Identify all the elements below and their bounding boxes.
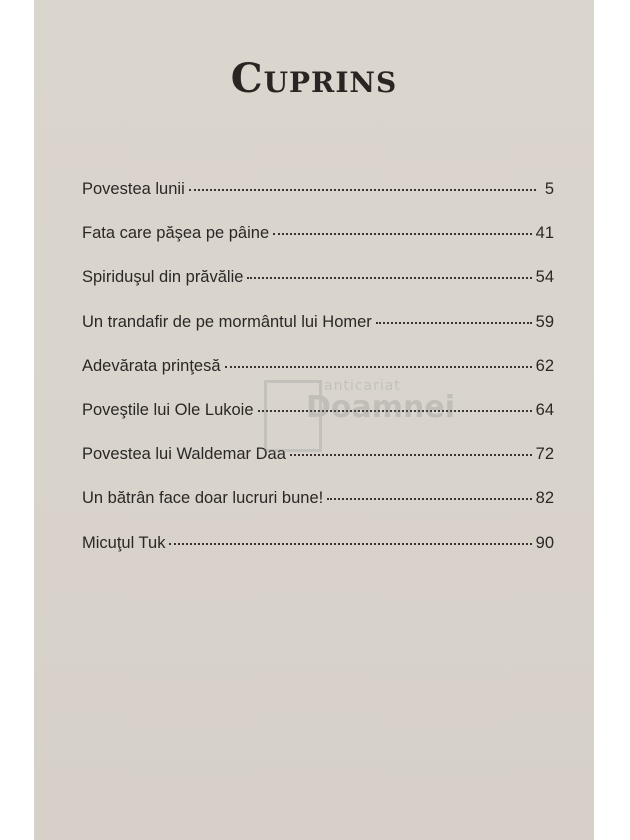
toc-entry-title: Povestea lui Waldemar Daa	[82, 445, 286, 464]
dot-leader	[189, 189, 536, 191]
dot-leader	[169, 543, 531, 545]
toc-entry-page: 59	[535, 312, 554, 331]
table-of-contents	[82, 180, 554, 578]
dot-leader	[258, 410, 532, 412]
toc-entry	[82, 445, 554, 489]
page-title: Cuprins	[230, 55, 398, 102]
toc-entry-title: Fata care păşea pe pâine	[82, 224, 270, 243]
toc-entry-title: Un trandafir de pe mormântul lui Homer	[82, 312, 372, 331]
dot-leader	[247, 277, 531, 279]
book-page	[34, 0, 594, 840]
toc-entry-title: Adevărata prinţesă	[82, 356, 221, 375]
toc-entry	[82, 357, 554, 401]
toc-entry-page: 82	[535, 489, 554, 508]
dot-leader	[273, 233, 532, 235]
watermark-top-text: anticariat	[324, 378, 401, 394]
toc-entry	[82, 313, 554, 357]
toc-entry-title: Poveştile lui Ole Lukoie	[82, 400, 254, 419]
dot-leader	[225, 366, 532, 368]
toc-entry	[82, 401, 554, 445]
toc-entry-page: 54	[535, 268, 554, 287]
toc-entry	[82, 534, 554, 578]
toc-entry-page: 64	[535, 400, 554, 419]
toc-entry-title: Spiriduşul din prăvălie	[82, 268, 244, 287]
dot-leader	[376, 322, 532, 324]
toc-entry-page: 62	[535, 356, 554, 375]
toc-entry	[82, 489, 554, 533]
toc-entry-title: Povestea lunii	[82, 180, 185, 198]
toc-entry-page: 90	[535, 533, 554, 552]
toc-entry-page: 41	[535, 224, 554, 243]
toc-entry-title: Micuţul Tuk	[82, 533, 166, 552]
toc-entry-page: 5	[544, 180, 554, 198]
toc-entry-title: Un bătrân face doar lucruri bune!	[82, 489, 324, 508]
dot-leader	[327, 498, 531, 500]
toc-entry	[82, 268, 554, 312]
toc-entry-page: 72	[535, 445, 554, 464]
toc-entry	[82, 224, 554, 268]
dot-leader	[290, 454, 532, 456]
watermark-main-text: Doamnei	[306, 390, 456, 425]
toc-entry	[82, 180, 554, 224]
